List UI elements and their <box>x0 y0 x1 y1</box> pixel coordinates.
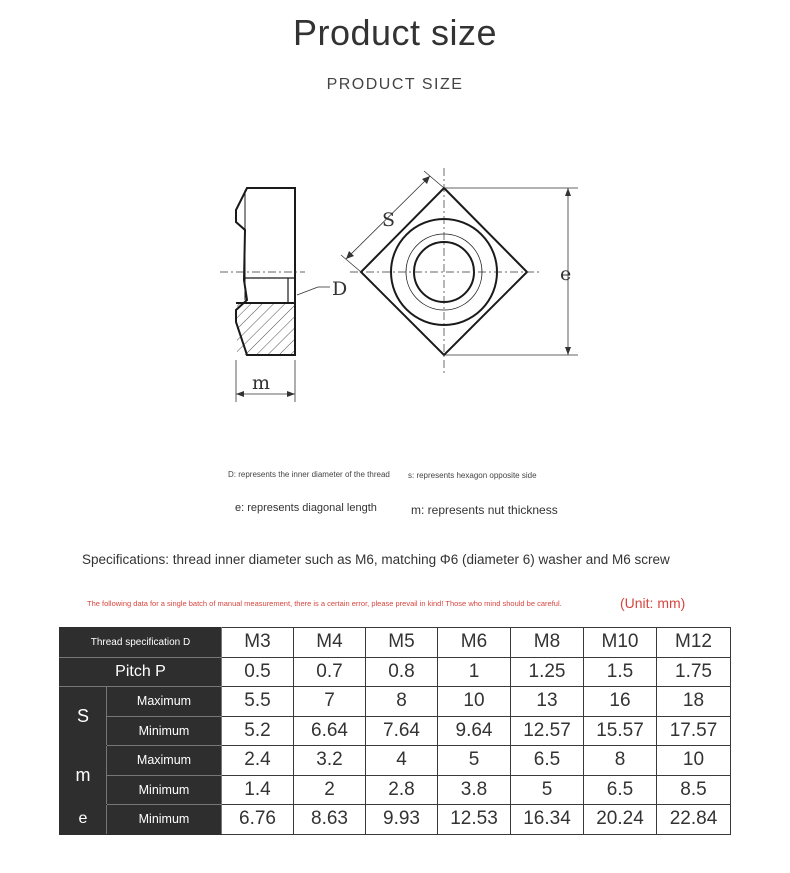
table-cell: 1.5 <box>584 657 657 687</box>
label-s: S <box>382 209 396 231</box>
unit-label: (Unit: mm) <box>620 595 686 611</box>
table-cell: M6 <box>438 628 511 658</box>
table-cell: 12.53 <box>438 805 511 835</box>
table-cell: 8.63 <box>294 805 366 835</box>
table-cell: 10 <box>657 746 731 776</box>
table-cell: 1 <box>438 657 511 687</box>
table-cell: 4 <box>366 746 438 776</box>
size-table <box>59 627 731 835</box>
label-d: D <box>332 278 348 300</box>
table-row <box>60 746 731 776</box>
label-e: e <box>560 263 572 285</box>
table-cell: 22.84 <box>657 805 731 835</box>
table-cell: 6.5 <box>584 775 657 805</box>
table-cell: 6.64 <box>294 716 366 746</box>
table-cell: 3.8 <box>438 775 511 805</box>
table-cell: M8 <box>511 628 584 658</box>
specification-text: Specifications: thread inner diameter such as M6, matching Φ6 (diameter 6) washer and M6 screw <box>82 552 670 567</box>
table-cell: 15.57 <box>584 716 657 746</box>
nut-side-view <box>236 188 295 355</box>
page-subtitle: PRODUCT SIZE <box>326 76 464 93</box>
table-cell: 2.8 <box>366 775 438 805</box>
table-cell: 12.57 <box>511 716 584 746</box>
legend-e: e: represents diagonal length <box>235 502 377 514</box>
s-group-header: S <box>60 687 107 746</box>
table-cell: 1.75 <box>657 657 731 687</box>
table-cell: 0.7 <box>294 657 366 687</box>
table-cell: 13 <box>511 687 584 717</box>
table-cell: 5 <box>511 775 584 805</box>
label-m: m <box>252 372 271 394</box>
minimum-label: Minimum <box>107 805 222 835</box>
legend-m: m: represents nut thickness <box>411 503 558 517</box>
table-cell: 9.93 <box>366 805 438 835</box>
table-cell: 20.24 <box>584 805 657 835</box>
table-cell: 16.34 <box>511 805 584 835</box>
table-cell: 2 <box>294 775 366 805</box>
table-cell: 9.64 <box>438 716 511 746</box>
table-cell: 1.4 <box>222 775 294 805</box>
table-cell: 16 <box>584 687 657 717</box>
table-cell: 7.64 <box>366 716 438 746</box>
table-cell: 8 <box>584 746 657 776</box>
table-cell: M5 <box>366 628 438 658</box>
table-cell: 5 <box>438 746 511 776</box>
table-cell: 5.5 <box>222 687 294 717</box>
m-group-header: m <box>60 746 107 805</box>
thread-spec-header: Thread specification D <box>60 628 222 658</box>
table-cell: 6.76 <box>222 805 294 835</box>
table-cell: 7 <box>294 687 366 717</box>
table-cell: 0.8 <box>366 657 438 687</box>
table-cell: M10 <box>584 628 657 658</box>
table-cell: M4 <box>294 628 366 658</box>
table-cell: M3 <box>222 628 294 658</box>
table-cell: 8 <box>366 687 438 717</box>
table-cell: 5.2 <box>222 716 294 746</box>
legend-s: s: represents hexagon opposite side <box>408 471 537 480</box>
pitch-header: Pitch P <box>60 657 222 687</box>
legend-d: D: represents the inner diameter of the thread <box>228 470 390 479</box>
page-title: Product size <box>292 12 498 53</box>
table-row <box>60 687 731 717</box>
table-row <box>60 657 731 687</box>
minimum-label: Minimum <box>107 716 222 746</box>
square-nut-technical-drawing <box>200 150 600 420</box>
table-row <box>60 775 731 805</box>
maximum-label: Maximum <box>107 687 222 717</box>
table-row <box>60 716 731 746</box>
table-row <box>60 805 731 835</box>
table-row <box>60 628 731 658</box>
table-cell: 2.4 <box>222 746 294 776</box>
table-cell: 3.2 <box>294 746 366 776</box>
table-cell: 10 <box>438 687 511 717</box>
maximum-label: Maximum <box>107 746 222 776</box>
minimum-label: Minimum <box>107 775 222 805</box>
table-cell: 8.5 <box>657 775 731 805</box>
table-cell: 1.25 <box>511 657 584 687</box>
table-cell: M12 <box>657 628 731 658</box>
table-cell: 17.57 <box>657 716 731 746</box>
e-group-header: e <box>60 805 107 835</box>
table-cell: 18 <box>657 687 731 717</box>
measurement-note: The following data for a single batch of manual measurement, there is a certain error, please prevail in kind! Those who mind should be careful. <box>87 599 562 608</box>
table-cell: 6.5 <box>511 746 584 776</box>
table-cell: 0.5 <box>222 657 294 687</box>
